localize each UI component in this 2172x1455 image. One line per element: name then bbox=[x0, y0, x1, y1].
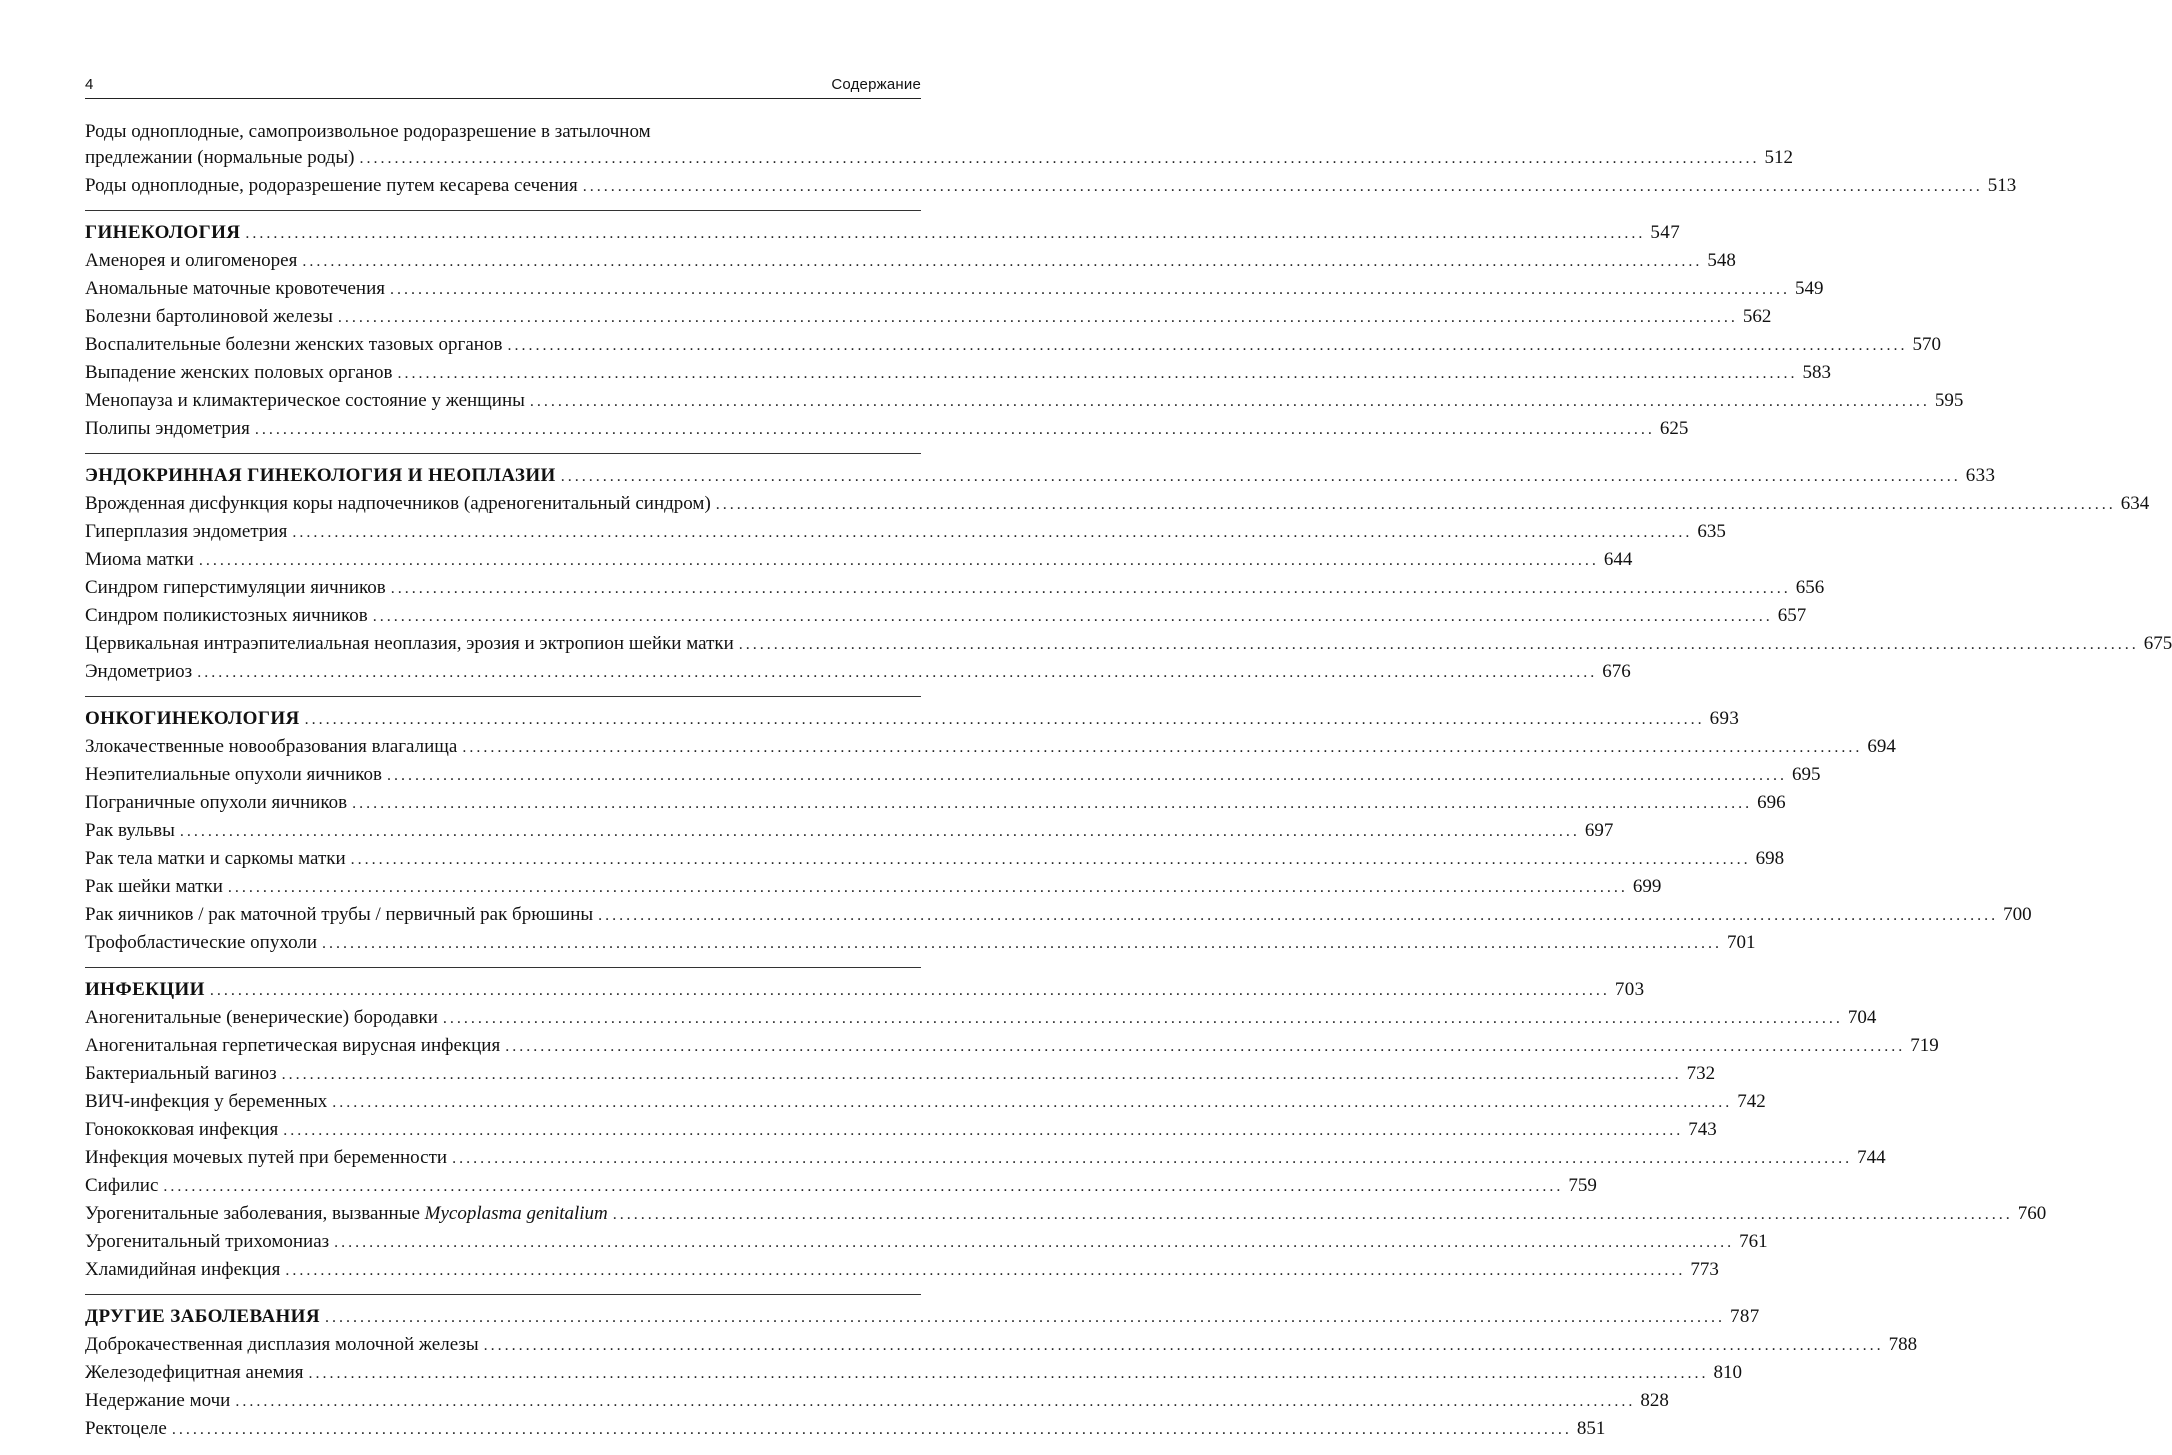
toc-entry-title: Бактериальный вагиноз bbox=[85, 1063, 277, 1084]
toc-entry-page: 595 bbox=[1934, 390, 1964, 411]
section-entries bbox=[85, 490, 2172, 686]
toc-entry[interactable] bbox=[85, 761, 1821, 789]
toc-entry[interactable] bbox=[85, 275, 1824, 303]
toc-entry-title: Цервикальная интраэпителиальная неоплазия, эрозия и эктропион шейки матки bbox=[85, 633, 734, 654]
dot-leader: ........................................................................................................................................................................................................ bbox=[359, 150, 1760, 167]
dot-leader: ........................................................................................................................................................................................................ bbox=[245, 225, 1646, 242]
dot-leader: ........................................................................................................................................................................................................ bbox=[332, 1094, 1733, 1111]
toc-entry[interactable] bbox=[85, 1088, 1766, 1116]
dot-leader: ........................................................................................................................................................................................................ bbox=[560, 468, 1961, 485]
toc-entry-title bbox=[85, 1200, 608, 1227]
section-entries bbox=[85, 733, 2032, 957]
dot-leader: ........................................................................................................................................................................................................ bbox=[171, 1421, 1572, 1438]
toc-entry-page: 759 bbox=[1568, 1175, 1597, 1196]
toc-entry-title: Болезни бартолиновой железы bbox=[85, 306, 333, 327]
toc-entry-page: 512 bbox=[1764, 147, 1793, 168]
toc-entry-title: Ректоцеле bbox=[85, 1418, 167, 1439]
toc-entry[interactable] bbox=[85, 518, 1726, 546]
toc-entry-page: 694 bbox=[1867, 736, 1896, 757]
toc-entry-title: Рак шейки матки bbox=[85, 876, 223, 897]
toc-entry-title: Недержание мочи bbox=[85, 1390, 231, 1411]
toc-entry[interactable] bbox=[85, 1172, 1597, 1200]
toc-entry-page: 675 bbox=[2143, 633, 2172, 654]
dot-leader: ........................................................................................................................................................................................................ bbox=[390, 281, 1791, 298]
toc-entry[interactable] bbox=[85, 1004, 1877, 1032]
toc-entry-page: 697 bbox=[1584, 820, 1614, 841]
dot-leader: ........................................................................................................................................................................................................ bbox=[281, 1066, 1682, 1083]
toc-entry[interactable] bbox=[85, 331, 1941, 359]
dot-leader: ........................................................................................................................................................................................................ bbox=[442, 1010, 1843, 1027]
dot-leader: ........................................................................................................................................................................................................ bbox=[598, 907, 1999, 924]
section-title: ГИНЕКОЛОГИЯ bbox=[85, 222, 241, 243]
dot-leader: ........................................................................................................................................................................................................ bbox=[308, 1365, 1709, 1382]
dot-leader: ........................................................................................................................................................................................................ bbox=[324, 1309, 1725, 1326]
toc-entry-page: 701 bbox=[1727, 932, 1756, 953]
toc-entry-title-prefix: Урогенитальные заболевания, вызванные bbox=[85, 1203, 425, 1224]
page-number: 4 bbox=[85, 76, 94, 93]
toc-entry-page: 719 bbox=[1910, 1035, 1939, 1056]
toc-entry-title: Врожденная дисфункция коры надпочечников (адреногенитальный синдром) bbox=[85, 493, 711, 514]
dot-leader: ........................................................................................................................................................................................................ bbox=[334, 1234, 1735, 1251]
toc-entry[interactable] bbox=[85, 1331, 1918, 1359]
dot-leader: ........................................................................................................................................................................................................ bbox=[209, 982, 1610, 999]
dot-leader: ........................................................................................................................................................................................................ bbox=[507, 337, 1908, 354]
toc-entry-page: 696 bbox=[1757, 792, 1786, 813]
toc-entry[interactable] bbox=[85, 1387, 1669, 1415]
dot-leader: ........................................................................................................................................................................................................ bbox=[179, 823, 1580, 840]
toc-entry-page: 583 bbox=[1802, 362, 1831, 383]
toc-section-heading[interactable] bbox=[85, 1303, 1760, 1331]
toc-entry-page: 700 bbox=[2003, 904, 2032, 925]
section-page: 787 bbox=[1729, 1306, 1760, 1327]
toc-entry-page: 570 bbox=[1912, 334, 1941, 355]
running-header bbox=[85, 72, 921, 99]
toc-entry[interactable] bbox=[85, 630, 2172, 658]
toc-entry-title: ВИЧ-инфекция у беременных bbox=[85, 1091, 328, 1112]
toc-entry[interactable] bbox=[85, 658, 1631, 686]
section-divider bbox=[85, 686, 921, 697]
dot-leader: ........................................................................................................................................................................................................ bbox=[197, 664, 1598, 681]
dot-leader: ........................................................................................................................................................................................................ bbox=[304, 711, 1705, 728]
toc-entry[interactable] bbox=[85, 845, 1785, 873]
section-entries bbox=[85, 1331, 1918, 1443]
toc-entry[interactable] bbox=[85, 1359, 1742, 1387]
dot-leader: ........................................................................................................................................................................................................ bbox=[452, 1150, 1853, 1167]
section-divider bbox=[85, 200, 921, 211]
dot-leader: ........................................................................................................................................................................................................ bbox=[198, 552, 1599, 569]
toc-entry-page: 788 bbox=[1888, 1334, 1918, 1355]
toc-entry-title: Воспалительные болезни женских тазовых органов bbox=[85, 334, 503, 355]
toc-entry-title: Рак вульвы bbox=[85, 820, 175, 841]
dot-leader: ........................................................................................................................................................................................................ bbox=[350, 851, 1751, 868]
dot-leader: ........................................................................................................................................................................................................ bbox=[390, 580, 1791, 597]
dot-leader: ........................................................................................................................................................................................................ bbox=[612, 1206, 2013, 1223]
toc-entry-page: 657 bbox=[1777, 605, 1807, 626]
toc-entry-page: 742 bbox=[1737, 1091, 1766, 1112]
toc-entry-page: 828 bbox=[1640, 1390, 1669, 1411]
dot-leader: ........................................................................................................................................................................................................ bbox=[283, 1122, 1684, 1139]
toc-entry-page: 773 bbox=[1690, 1259, 1719, 1280]
toc-entry-title: Аногенитальные (венерические) бородавки bbox=[85, 1007, 438, 1028]
toc-entry-title-italic: Mycoplasma genitalium bbox=[424, 1203, 608, 1224]
toc-entry[interactable] bbox=[85, 1116, 1717, 1144]
toc-entry-title: Синдром поликистозных яичников bbox=[85, 605, 368, 626]
dot-leader: ........................................................................................................................................................................................................ bbox=[163, 1178, 1564, 1195]
dot-leader: ........................................................................................................................................................................................................ bbox=[505, 1038, 1906, 1055]
toc-entry-page: 676 bbox=[1602, 661, 1631, 682]
dot-leader: ........................................................................................................................................................................................................ bbox=[372, 608, 1773, 625]
toc-entry-title: Синдром гиперстимуляции яичников bbox=[85, 577, 386, 598]
dot-leader: ........................................................................................................................................................................................................ bbox=[387, 767, 1788, 784]
toc-entry-page: 704 bbox=[1847, 1007, 1877, 1028]
toc-entry-page: 699 bbox=[1632, 876, 1662, 897]
toc-entry[interactable] bbox=[85, 602, 1807, 630]
toc-entry-page: 634 bbox=[2120, 493, 2150, 514]
toc-entry[interactable] bbox=[85, 929, 1756, 957]
toc-entry[interactable] bbox=[85, 1200, 2047, 1228]
toc-section-heading[interactable] bbox=[85, 705, 1740, 733]
section-entries bbox=[85, 1228, 1768, 1284]
toc-entry[interactable] bbox=[85, 1256, 1719, 1284]
section-title: ОНКОГИНЕКОЛОГИЯ bbox=[85, 708, 300, 729]
dot-leader: ........................................................................................................................................................................................................ bbox=[322, 935, 1723, 952]
toc-entry-title: Сифилис bbox=[85, 1175, 159, 1196]
toc-entry[interactable] bbox=[85, 1144, 1886, 1172]
toc-entry[interactable] bbox=[85, 1415, 1606, 1443]
toc-entry-title: Миома матки bbox=[85, 549, 194, 570]
dot-leader: ........................................................................................................................................................................................................ bbox=[715, 496, 2116, 513]
toc-entry[interactable] bbox=[85, 817, 1614, 845]
section-entries bbox=[85, 1004, 1939, 1200]
toc-entry-title: Неэпителиальные опухоли яичников bbox=[85, 764, 383, 785]
toc-entry[interactable] bbox=[85, 546, 1633, 574]
toc-entry-title: Роды одноплодные, родоразрешение путем кесарева сечения bbox=[85, 175, 578, 196]
toc-entry[interactable] bbox=[85, 1228, 1768, 1256]
toc-entry-title: Эндометриоз bbox=[85, 661, 193, 682]
section-divider bbox=[85, 957, 921, 968]
toc-entry[interactable] bbox=[85, 172, 2017, 200]
toc-entry-title: Злокачественные новообразования влагалища bbox=[85, 736, 458, 757]
running-title: Содержание bbox=[831, 76, 921, 93]
toc-entry-title: предлежании (нормальные роды) bbox=[85, 147, 355, 168]
dot-leader: ........................................................................................................................................................................................................ bbox=[285, 1262, 1686, 1279]
toc-entry-page: 851 bbox=[1576, 1418, 1606, 1439]
toc-entry-page: 732 bbox=[1686, 1063, 1716, 1084]
dot-leader: ........................................................................................................................................................................................................ bbox=[227, 879, 1628, 896]
toc-entry-page: 656 bbox=[1795, 577, 1825, 598]
toc-entry-page: 635 bbox=[1697, 521, 1726, 542]
toc-entry[interactable] bbox=[85, 490, 2150, 518]
dot-leader: ........................................................................................................................................................................................................ bbox=[582, 178, 1983, 195]
toc-section-heading[interactable] bbox=[85, 462, 1996, 490]
dot-leader: ........................................................................................................................................................................................................ bbox=[483, 1337, 1884, 1354]
section-page: 693 bbox=[1709, 708, 1740, 729]
section-page: 633 bbox=[1965, 465, 1996, 486]
toc-entry-page: 644 bbox=[1603, 549, 1633, 570]
toc-entry-page: 562 bbox=[1742, 306, 1772, 327]
toc-entry-title: Пограничные опухоли яичников bbox=[85, 792, 348, 813]
section-title: ИНФЕКЦИИ bbox=[85, 979, 205, 1000]
toc-entry[interactable] bbox=[85, 901, 2032, 929]
toc-entry-page: 549 bbox=[1795, 278, 1824, 299]
dot-leader: ........................................................................................................................................................................................................ bbox=[337, 309, 1738, 326]
toc-entry[interactable] bbox=[85, 387, 1964, 415]
dot-leader: ........................................................................................................................................................................................................ bbox=[235, 1393, 1636, 1410]
dot-leader: ........................................................................................................................................................................................................ bbox=[738, 636, 2139, 653]
toc-entry-page: 760 bbox=[2017, 1203, 2047, 1224]
dot-leader: ........................................................................................................................................................................................................ bbox=[462, 739, 1863, 756]
toc-entry[interactable] bbox=[85, 1060, 1716, 1088]
toc-entry[interactable] bbox=[85, 733, 1896, 761]
toc-entry[interactable] bbox=[85, 873, 1662, 901]
toc-entry-page: 548 bbox=[1707, 250, 1736, 271]
toc-entry-page: 743 bbox=[1688, 1119, 1717, 1140]
section-page: 547 bbox=[1650, 222, 1681, 243]
toc-entry[interactable] bbox=[85, 415, 1689, 443]
toc-entry-title: Урогенитальный трихомониаз bbox=[85, 1231, 330, 1252]
toc-entry-page: 698 bbox=[1755, 848, 1785, 869]
toc-entry-title: Инфекция мочевых путей при беременности bbox=[85, 1147, 448, 1168]
section-divider bbox=[85, 443, 921, 454]
toc-entry-title: Железодефицитная анемия bbox=[85, 1362, 304, 1383]
toc-entry-page: 513 bbox=[1987, 175, 2017, 196]
toc-entry[interactable] bbox=[85, 359, 1831, 387]
toc-entry-title: Хламидийная инфекция bbox=[85, 1259, 281, 1280]
toc-entry-title: Рак яичников / рак маточной трубы / первичный рак брюшины bbox=[85, 904, 594, 925]
section-title: ЭНДОКРИННАЯ ГИНЕКОЛОГИЯ И НЕОПЛАЗИИ bbox=[85, 465, 556, 486]
toc-entry-page: 625 bbox=[1659, 418, 1689, 439]
toc-entry-page: 810 bbox=[1713, 1362, 1742, 1383]
toc-entry-wrapped-line1: Роды одноплодные, самопроизвольное родоразрешение в затылочном bbox=[85, 121, 651, 142]
toc-entry-title: Аногенитальная герпетическая вирусная инфекция bbox=[85, 1035, 501, 1056]
section-page: 703 bbox=[1614, 979, 1645, 1000]
dot-leader: ........................................................................................................................................................................................................ bbox=[352, 795, 1753, 812]
toc-entry-page: 744 bbox=[1857, 1147, 1886, 1168]
toc-entry-title: Рак тела матки и саркомы матки bbox=[85, 848, 346, 869]
section-title: ДРУГИЕ ЗАБОЛЕВАНИЯ bbox=[85, 1306, 320, 1327]
toc-entry-title: Аменорея и олигоменорея bbox=[85, 250, 298, 271]
toc-entry-title: Гонококковая инфекция bbox=[85, 1119, 279, 1140]
table-of-contents bbox=[85, 120, 2172, 1443]
toc-entry-title: Выпадение женских половых органов bbox=[85, 362, 393, 383]
dot-leader: ........................................................................................................................................................................................................ bbox=[397, 365, 1798, 382]
toc-entry-title: Доброкачественная дисплазия молочной железы bbox=[85, 1334, 479, 1355]
toc-entry-page: 761 bbox=[1739, 1231, 1768, 1252]
toc-section-heading[interactable] bbox=[85, 976, 1645, 1004]
toc-entry-page: 695 bbox=[1792, 764, 1821, 785]
toc-entry-title: Гиперплазия эндометрия bbox=[85, 521, 288, 542]
toc-entry-title: Аномальные маточные кровотечения bbox=[85, 278, 386, 299]
toc-entry[interactable] bbox=[85, 144, 1793, 172]
section-entries bbox=[85, 247, 1964, 443]
toc-entry-title: Трофобластические опухоли bbox=[85, 932, 318, 953]
toc-entry-title: Полипы эндометрия bbox=[85, 418, 250, 439]
dot-leader: ........................................................................................................................................................................................................ bbox=[254, 421, 1655, 438]
toc-entry[interactable] bbox=[85, 247, 1736, 275]
dot-leader: ........................................................................................................................................................................................................ bbox=[302, 253, 1703, 270]
toc-entry[interactable] bbox=[85, 574, 1825, 602]
toc-section-heading[interactable] bbox=[85, 219, 1681, 247]
toc-entry[interactable] bbox=[85, 789, 1786, 817]
toc-entry-title: Менопауза и климактерическое состояние у женщины bbox=[85, 390, 525, 411]
toc-entry[interactable] bbox=[85, 303, 1772, 331]
toc-entry[interactable] bbox=[85, 1032, 1939, 1060]
dot-leader: ........................................................................................................................................................................................................ bbox=[292, 524, 1693, 541]
dot-leader: ........................................................................................................................................................................................................ bbox=[529, 393, 1930, 410]
section-divider bbox=[85, 1284, 921, 1295]
